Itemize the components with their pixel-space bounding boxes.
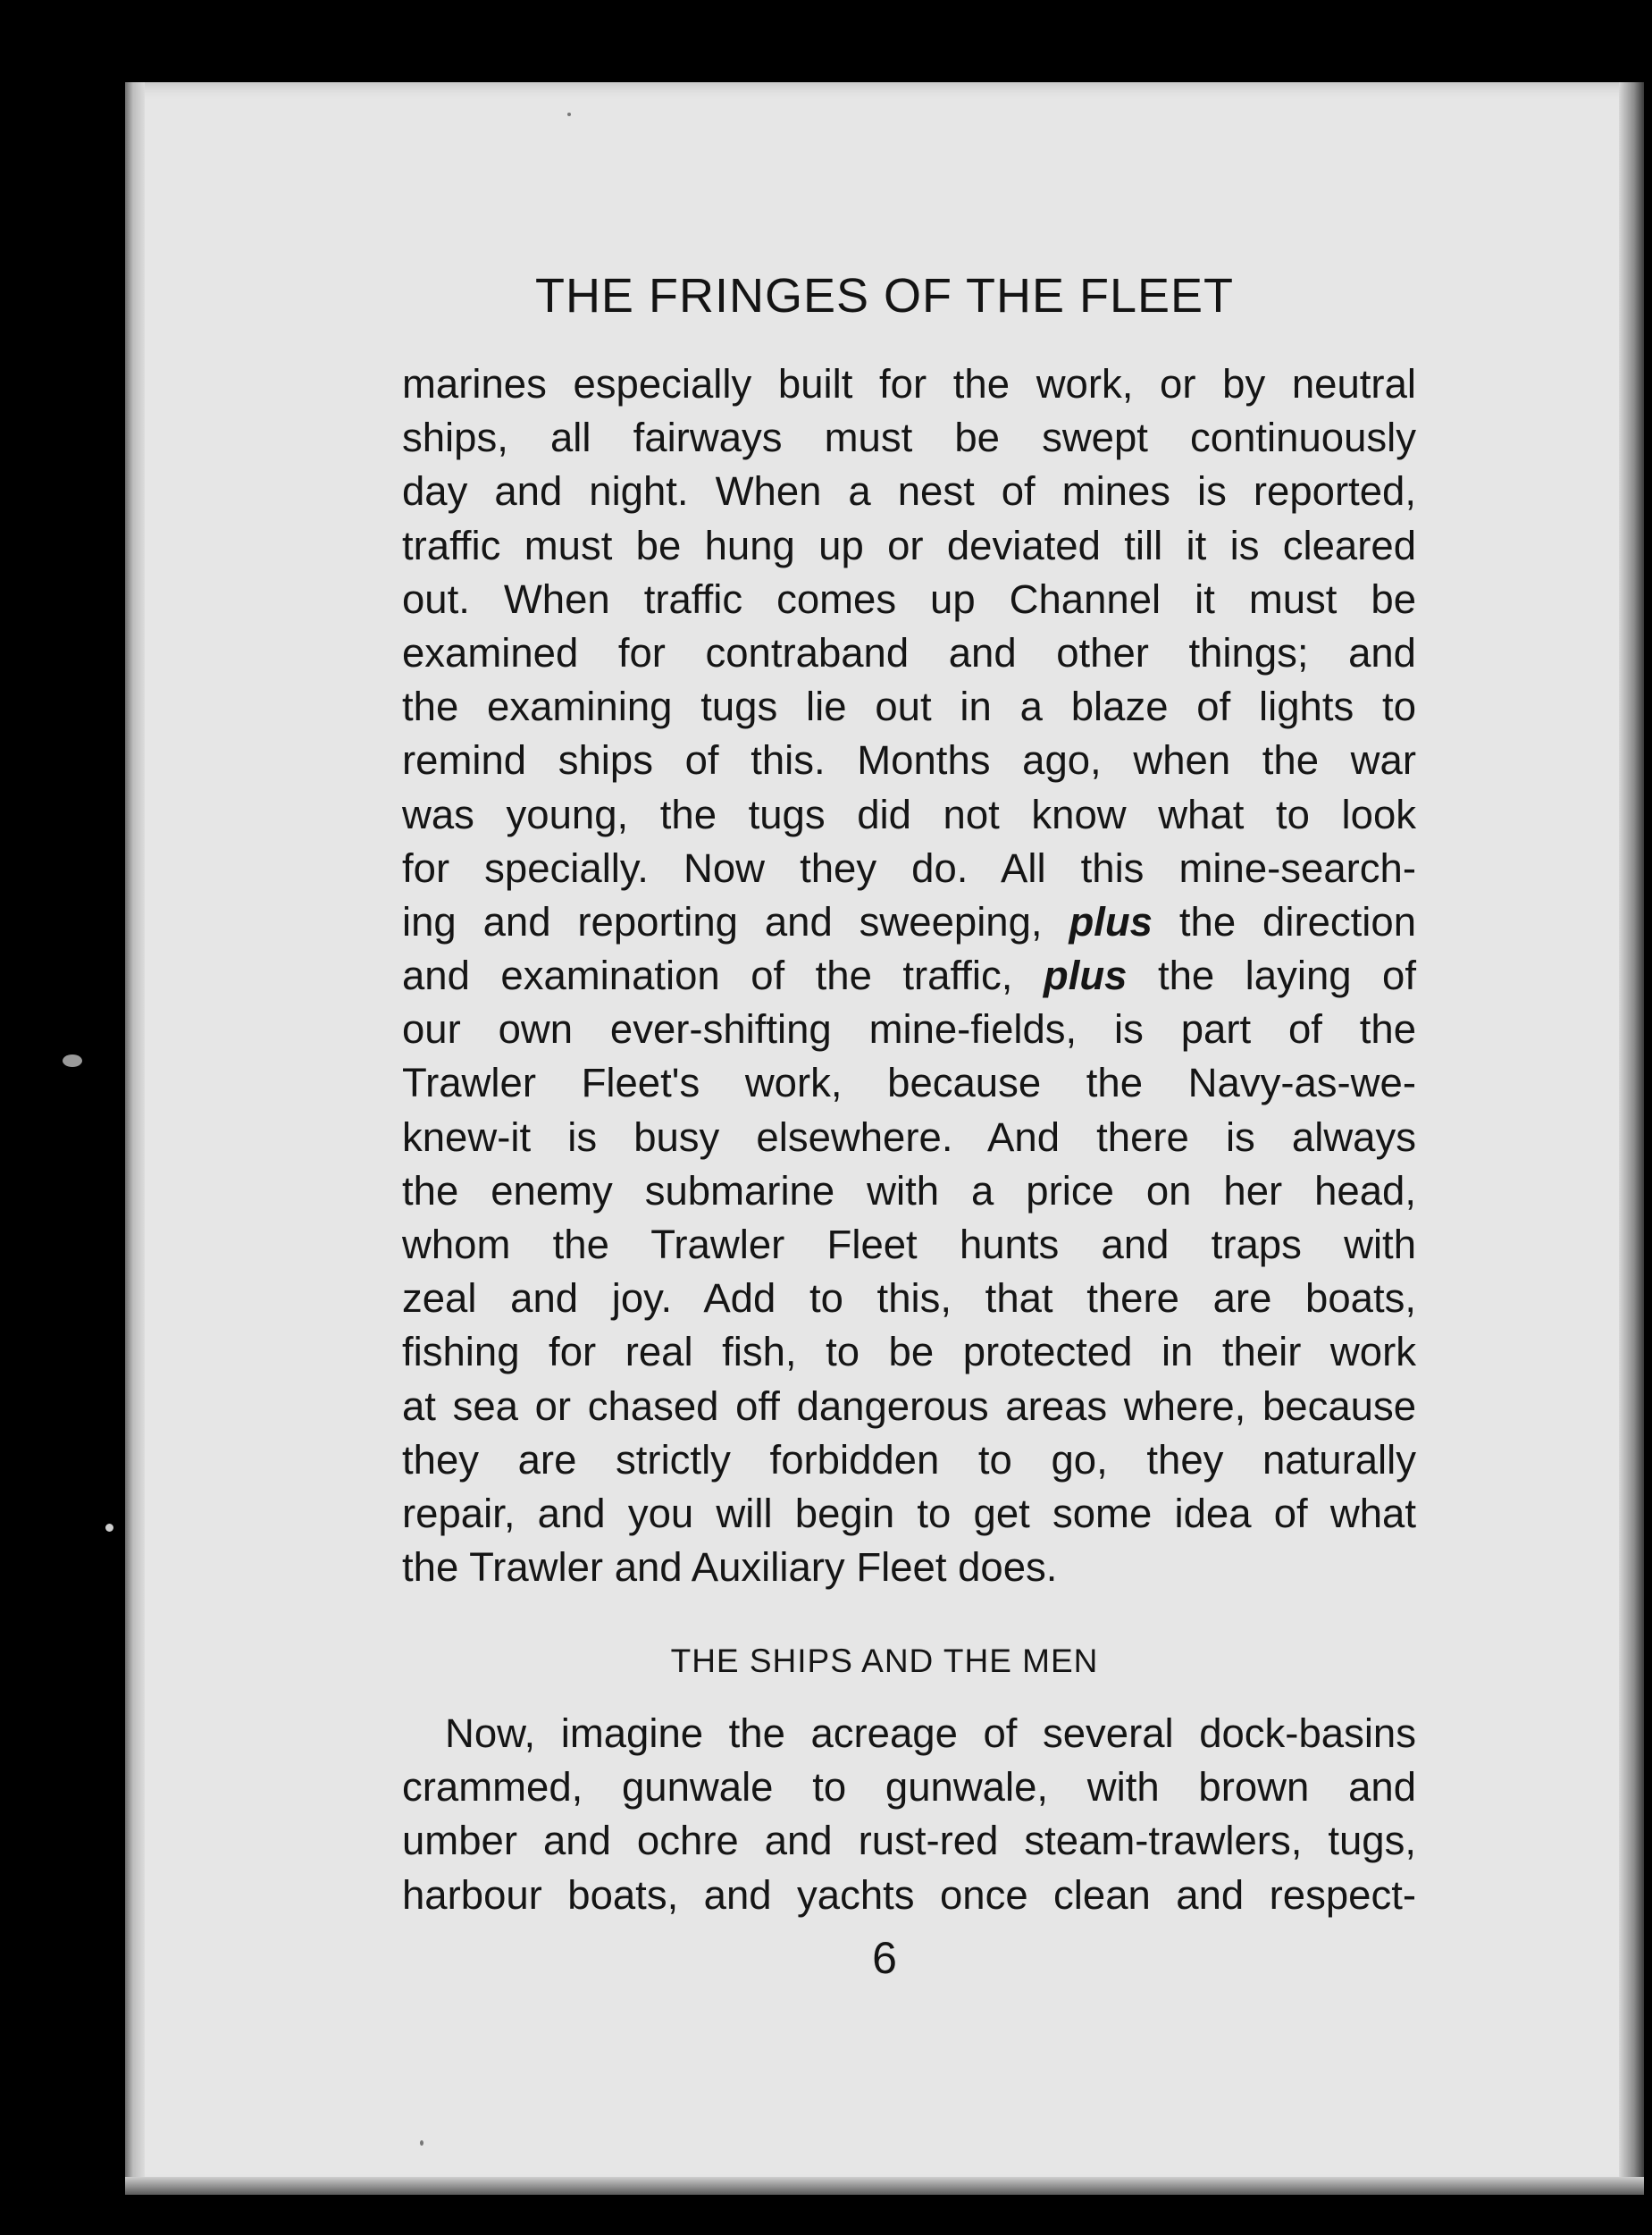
page-right-edge (1619, 82, 1644, 2191)
text-line: knew-it is busy elsewhere. And there is always (402, 1113, 1416, 1160)
text-run: ing and reporting and sweeping, (402, 898, 1069, 945)
text-line: remind ships of this. Months ago, when the war (402, 737, 1416, 784)
text-line: at sea or chased off dangerous areas where, because (402, 1382, 1416, 1429)
italic-emphasis: plus (1069, 898, 1153, 945)
text-line: Trawler Fleet's work, because the Navy-as-we- (402, 1060, 1416, 1106)
text-line: the enemy submarine with a price on her head, (402, 1167, 1416, 1214)
text-line: was young, the tugs did not know what to look (402, 791, 1416, 837)
text-line: repair, and you will begin to get some idea of what (402, 1490, 1416, 1536)
paragraph-2 (402, 1707, 1416, 1922)
text-line: whom the Trawler Fleet hunts and traps with (402, 1222, 1416, 1267)
text-line: ships, all fairways must be swept continuously (402, 415, 1416, 461)
text-line: the Trawler and Auxiliary Fleet does. (402, 1544, 1058, 1591)
section-heading: THE SHIPS AND THE MEN (670, 1643, 1099, 1679)
text-line: day and night. When a nest of mines is reported, (402, 468, 1416, 515)
text-line: for specially. Now they do. All this mine-search- (402, 844, 1416, 891)
text-line (402, 895, 1416, 949)
italic-emphasis: plus (1043, 953, 1128, 999)
text-line: out. When traffic comes up Channel it must be (402, 576, 1416, 622)
page-left-edge (125, 82, 145, 2191)
text-run: the direction (1153, 898, 1417, 945)
page-number: 6 (872, 1933, 897, 1983)
text-line: harbour boats, and yachts once clean and respect- (402, 1871, 1416, 1918)
text-line: zeal and joy. Add to this, that there are boats, (402, 1275, 1416, 1322)
running-head: THE FRINGES OF THE FLEET (534, 269, 1235, 323)
text-line: marines especially built for the work, or by neutral (402, 361, 1416, 407)
text-line: the examining tugs lie out in a blaze of lights to (402, 684, 1416, 730)
text-line: umber and ochre and rust-red steam-trawlers, tugs, (402, 1818, 1416, 1864)
scan-speck (420, 2140, 423, 2146)
text-line: examined for contraband and other things; and (402, 629, 1416, 676)
text-run: the laying of (1127, 953, 1416, 999)
text-line: Now, imagine the acreage of several dock-basins (445, 1710, 1416, 1756)
paragraph-1 (402, 357, 1416, 1594)
text-line: crammed, gunwale to gunwale, with brown and (402, 1764, 1416, 1811)
text-line: our own ever-shifting mine-fields, is part of the (402, 1006, 1416, 1053)
page-bottom-edge (125, 2177, 1644, 2195)
scan-speck (567, 113, 571, 116)
text-line: fishing for real fish, to be protected in their work (402, 1329, 1416, 1375)
scan-speck (105, 1524, 113, 1532)
text-run: and examination of the traffic, (402, 953, 1044, 999)
text-line: they are strictly forbidden to go, they naturally (402, 1436, 1416, 1483)
text-line: traffic must be hung up or deviated till it is cleared (402, 522, 1416, 568)
scan-speck (63, 1054, 82, 1067)
text-line (402, 949, 1416, 1003)
